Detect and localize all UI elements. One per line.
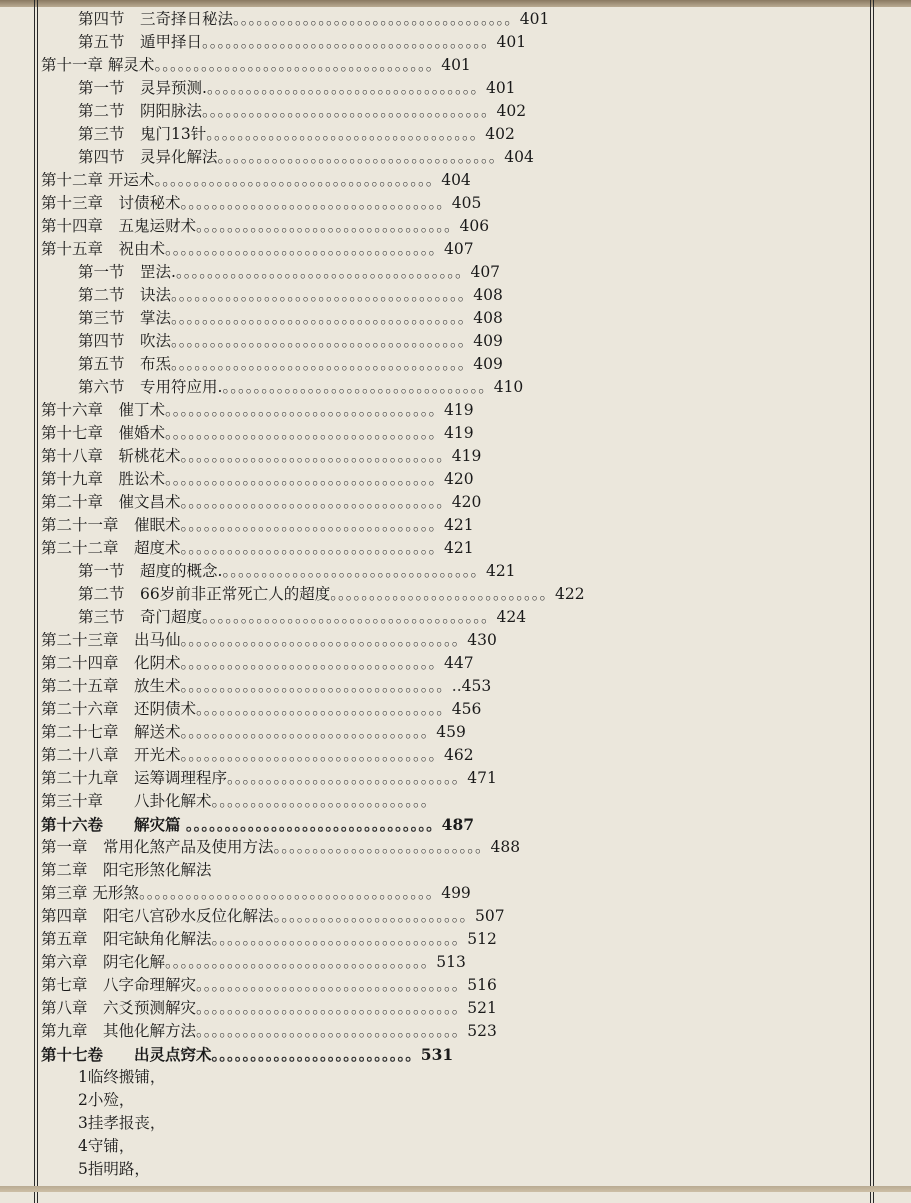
toc-chapter-entry[interactable] <box>41 537 871 560</box>
page-number: 402 <box>496 102 527 120</box>
entry-title: 5指明路， <box>78 1160 150 1178</box>
page-number: 499 <box>441 884 471 902</box>
page-number: 430 <box>467 631 497 649</box>
toc-chapter-entry[interactable] <box>41 422 871 445</box>
toc-section-entry[interactable] <box>41 8 871 31</box>
dot-leader: 。。。。。。。。。。。。。。。。。。。。。。。。。。。。。。。。。。。 <box>165 240 445 258</box>
entry-title: 第六节 专用符应用. <box>78 378 223 396</box>
toc-chapter-entry[interactable] <box>41 652 871 675</box>
entry-title: 第二十七章 解送术 <box>41 723 181 741</box>
toc-chapter-entry[interactable] <box>41 675 871 698</box>
left-margin-rule-inner <box>37 0 38 1203</box>
dot-leader: 。。。。。。。。。。。。。。。。。。。。。。。。。。。。。。。。。 <box>180 539 445 557</box>
top-border-band <box>0 0 911 7</box>
dot-leader: 。。。。。。。。。。。。。。。。。。。。。。。。。。。。。。。。。。。 <box>206 79 486 97</box>
dot-leader: 。。。。。。。。。。。。。。。。。。。。。。。。。。。 <box>273 838 491 856</box>
page-number: 424 <box>496 608 527 626</box>
toc-section-entry[interactable] <box>41 1158 871 1181</box>
entry-title: 3挂孝报丧， <box>78 1114 166 1132</box>
toc-chapter-entry[interactable] <box>41 54 871 77</box>
dot-leader: 。。。。。。。。。。。。。。。。。。。。。。。。。。。。。。。。。 <box>180 654 445 672</box>
entry-title: 第一节 灵异预测. <box>78 79 207 97</box>
toc-section-entry[interactable] <box>41 353 871 376</box>
entry-title: 第一节 罡法. <box>78 263 176 281</box>
entry-title: 第十五章 祝由术 <box>41 240 166 258</box>
page-number: 422 <box>555 585 585 603</box>
dot-leader: 。。。。。。。。。。。。。。。。。。。。。。。。。。。。。。。。。。。。 <box>233 10 520 28</box>
page-number: 487 <box>441 815 475 834</box>
toc-chapter-entry[interactable] <box>41 928 871 951</box>
dot-leader: 。。。。。。。。。。。。。。。。。。。。。。。。。。。。。。 <box>227 769 468 787</box>
entry-title: 第二十八章 开光术 <box>41 746 181 764</box>
page-number: 419 <box>444 424 474 442</box>
dot-leader: 。。。。。。。。。。。。。。。。。。。。。。。。。。。。 <box>211 792 437 810</box>
page-number: 447 <box>444 654 474 672</box>
dot-leader: 。。。。。。。。。。。。。。。。。。。。。。。。。。。。。。。。。。。。 <box>217 148 505 166</box>
toc-section-entry[interactable] <box>41 31 871 54</box>
entry-title: 第二节 阴阳脉法 <box>78 102 203 120</box>
toc-chapter-entry[interactable] <box>41 859 871 882</box>
entry-title: 第十四章 五鬼运财术 <box>41 217 197 235</box>
dot-leader: 。。。。。。。。。。。。。。。。。。。。。。。。。。。。。。。。。。 <box>196 976 468 994</box>
dot-leader: 。。。。。。。。。。。。。。。。。。。。。。。。。。。。。。。。。。。。。。 <box>171 286 474 304</box>
page-number: 421 <box>485 562 516 580</box>
page-number: 523 <box>467 1022 497 1040</box>
toc-chapter-entry[interactable] <box>41 215 871 238</box>
page-number: 406 <box>459 217 490 235</box>
toc-section-entry[interactable] <box>41 376 871 399</box>
dot-leader: 。。。。。。。。。。。。。。。。。。。。。。。。。。。。。。。。。。。 <box>206 125 486 143</box>
entry-title: 第三十章 八卦化解术 <box>41 792 212 810</box>
toc-chapter-entry[interactable] <box>41 974 871 997</box>
page-number: 419 <box>444 401 474 419</box>
toc-chapter-entry[interactable] <box>41 169 871 192</box>
dot-leader: 。。。。。。。。。。。。。。。。。。。。。。。。。。 <box>211 1045 421 1064</box>
dot-leader: 。。。。。。。。。。。。。。。。。。。。。。。。。。。。。。。。。。 <box>180 493 452 511</box>
entry-title: 第二十二章 超度术 <box>41 539 181 557</box>
toc-section-entry[interactable] <box>41 1135 871 1158</box>
dot-leader: 。。。。。。。。。。。。。。。。。。。。。。。。。。。。。。。。。 <box>180 746 445 764</box>
entry-title: 第五节 遁甲择日 <box>78 33 203 51</box>
dot-leader: 。。。。。。。。。。。。。。。。。。。。。。。。。。。。。。。。。。 <box>222 378 494 396</box>
page-number: 404 <box>504 148 534 166</box>
toc-section-entry[interactable] <box>41 330 871 353</box>
toc-section-entry[interactable] <box>41 146 871 169</box>
toc-volume-entry[interactable] <box>41 1043 871 1066</box>
dot-leader: 。。。。。。。。。。。。。。。。。。。。。。。。。。。。。。。。。。。 <box>165 401 445 419</box>
dot-leader: 。。。。。。。。。。。。。。。。。。。。。。。。。。。。。。。。。。.. <box>180 677 462 695</box>
dot-leader: 。。。。。。。。。。。。。。。。。。。。。。。。。。。。。。。。。。 <box>165 953 437 971</box>
toc-section-entry[interactable] <box>41 307 871 330</box>
toc-chapter-entry[interactable] <box>41 698 871 721</box>
entry-title: 第一章 常用化煞产品及使用方法 <box>41 838 274 856</box>
entry-title: 2小殓， <box>78 1091 135 1109</box>
entry-title: 第二十三章 出马仙 <box>41 631 181 649</box>
page-number: 401 <box>519 10 550 28</box>
entry-title: 第十三章 讨债秘术 <box>41 194 181 212</box>
toc-chapter-entry[interactable] <box>41 951 871 974</box>
entry-title: 第六章 阴宅化解 <box>41 953 166 971</box>
dot-leader: 。。。。。。。。。。。。。。。。。。。。。。。。。。。。。。。。。。。。。。 <box>138 884 442 902</box>
entry-title: 第十七章 催婚术 <box>41 424 166 442</box>
bottom-border-band <box>0 1186 911 1192</box>
toc-chapter-entry[interactable] <box>41 767 871 790</box>
toc-section-entry[interactable] <box>41 583 871 606</box>
entry-title: 第四节 三奇择日秘法 <box>78 10 234 28</box>
dot-leader: 。。。。。。。。。。。。。。。。。。。。。。。。。。。。。。。。。。 <box>180 447 452 465</box>
entry-title: 第三节 奇门超度 <box>78 608 203 626</box>
entry-title: 第十九章 胜讼术 <box>41 470 166 488</box>
toc-chapter-entry[interactable] <box>41 468 871 491</box>
entry-title: 第十六章 催丁术 <box>41 401 166 419</box>
dot-leader: 。。。。。。。。。。。。。。。。。。。。。。。。。。。。。。。。 <box>196 700 452 718</box>
page-number: 409 <box>473 332 503 350</box>
toc-chapter-entry[interactable] <box>41 491 871 514</box>
entry-title: 第五章 阳宅缺角化解法 <box>41 930 212 948</box>
entry-title: 第二节 66岁前非正常死亡人的超度 <box>78 585 331 603</box>
toc-chapter-entry[interactable] <box>41 905 871 928</box>
page-number: 456 <box>451 700 482 718</box>
dot-leader: 。。。。。。。。。。。。。。。。。。。。。。。。。。。。。。。。 <box>211 930 468 948</box>
page-number: 531 <box>420 1045 454 1064</box>
entry-title: 第八章 六爻预测解灾 <box>41 999 197 1017</box>
right-margin-rule-outer <box>873 0 874 1203</box>
page-number: 407 <box>444 240 474 258</box>
page-number: 459 <box>436 723 466 741</box>
entry-title: 第二十四章 化阴术 <box>41 654 181 672</box>
toc-section-entry[interactable] <box>41 100 871 123</box>
page-number: 421 <box>444 516 474 534</box>
entry-title: 第五节 布炁 <box>78 355 172 373</box>
dot-leader: 。。。。。。。。。。。。。。。。。。。。。。。。。。。。。。。。。。。。 <box>154 171 442 189</box>
entry-title: 第三章 无形煞 <box>41 884 139 902</box>
page-number: 408 <box>473 286 503 304</box>
entry-title: 4守铺， <box>78 1137 135 1155</box>
entry-title: 第二节 诀法 <box>78 286 172 304</box>
page-number: 453 <box>461 677 492 695</box>
toc-chapter-entry[interactable] <box>41 399 871 422</box>
entry-title: 第四节 灵异化解法 <box>78 148 218 166</box>
dot-leader: 。。。。。。。。。。。。。。。。。。。。。。。。。。。。。。。。。。 <box>180 194 452 212</box>
page-number: 401 <box>485 79 516 97</box>
entry-title: 第十六卷 解灾篇 <box>41 815 181 834</box>
dot-leader: 。。。。。。。。。。。。。。。。。。。。。。。。。。。。。。。。。。。 <box>165 470 445 488</box>
page-number: 512 <box>467 930 497 948</box>
toc-section-entry[interactable] <box>41 606 871 629</box>
table-of-contents <box>41 8 871 1181</box>
dot-leader: 。。。。。。。。。。。。。。。。。。。。。。。。。。。。。。。。 <box>180 723 437 741</box>
dot-leader: 。。。。。。。。。。。。。。。。。。。。。。。。。。。。。。。。。。。。。。 <box>171 309 474 327</box>
toc-chapter-entry[interactable] <box>41 1020 871 1043</box>
page-number: 521 <box>467 999 497 1017</box>
dot-leader: 。。。。。。。。。。。。。。。。。。。。。。。。。。。。。。。。。。。。。 <box>175 263 471 281</box>
dot-leader: 。。。。。。。。。。。。。。。。。。。。。。。。。。。。。。。。。。。。。。 <box>171 332 474 350</box>
dot-leader: 。。。。。。。。。。。。。。。。。。。。。。。。。。。。。。。。。 <box>180 516 445 534</box>
page-number: 401 <box>441 56 471 74</box>
toc-section-entry[interactable] <box>41 123 871 146</box>
page-number: 462 <box>444 746 474 764</box>
page-number: 421 <box>444 539 474 557</box>
entry-title: 第一节 超度的概念. <box>78 562 223 580</box>
dot-leader: 。。。。。。。。。。。。。。。。。。。。。。。。。。。。。。。。。。。。。 <box>202 33 497 51</box>
toc-section-entry[interactable] <box>41 1089 871 1112</box>
dot-leader: 。。。。。。。。。。。。。。。。。。。。。。。。。。。。。。。。。。。。。。 <box>171 355 474 373</box>
page-number: 401 <box>496 33 527 51</box>
entry-title: 第十二章 开运术 <box>41 171 155 189</box>
page-number: 407 <box>470 263 501 281</box>
entry-title: 第四节 吹法 <box>78 332 172 350</box>
page-number: 488 <box>490 838 521 856</box>
toc-chapter-entry[interactable] <box>41 997 871 1020</box>
entry-title: 第三节 鬼门13针 <box>78 125 207 143</box>
entry-title: 第十八章 斩桃花术 <box>41 447 181 465</box>
toc-chapter-entry[interactable] <box>41 744 871 767</box>
entry-title: 1临终搬铺， <box>78 1068 166 1086</box>
page-number: 419 <box>451 447 482 465</box>
page-number: 405 <box>451 194 482 212</box>
page-number: 420 <box>451 493 482 511</box>
toc-chapter-entry[interactable] <box>41 882 871 905</box>
toc-chapter-entry[interactable] <box>41 790 871 813</box>
toc-chapter-entry[interactable] <box>41 238 871 261</box>
dot-leader: 。。。。。。。。。。。。。。。。。。。。。。。。。。。。。。。。。。。 <box>165 424 445 442</box>
page-number: 507 <box>475 907 505 925</box>
entry-title: 第二十九章 运筹调理程序 <box>41 769 228 787</box>
toc-section-entry[interactable] <box>41 1112 871 1135</box>
toc-chapter-entry[interactable] <box>41 514 871 537</box>
left-margin-rule-outer <box>34 0 35 1203</box>
dot-leader: 。。。。。。。。。。。。。。。。。。。。。。。。。。。。。。。。。。。。。 <box>202 608 497 626</box>
page-number: 402 <box>485 125 515 143</box>
page-number: 404 <box>441 171 471 189</box>
toc-chapter-entry[interactable] <box>41 192 871 215</box>
entry-title: 第四章 阳宅八宫砂水反位化解法 <box>41 907 274 925</box>
toc-section-entry[interactable] <box>41 560 871 583</box>
page-number: 410 <box>493 378 524 396</box>
toc-chapter-entry[interactable] <box>41 445 871 468</box>
dot-leader: 。。。。。。。。。。。。。。。。。。。。。。。。。 <box>273 907 476 925</box>
entry-title: 第九章 其他化解方法 <box>41 1022 197 1040</box>
entry-title: 第二章 阳宅形煞化解法 <box>41 861 212 879</box>
entry-title: 第二十五章 放生术 <box>41 677 181 695</box>
entry-title: 第二十一章 催眠术 <box>41 516 181 534</box>
toc-section-entry[interactable] <box>41 284 871 307</box>
dot-leader: 。。。。。。。。。。。。。。。。。。。。。。。。。。。。。。。。。 <box>222 562 486 580</box>
page-number: 420 <box>444 470 474 488</box>
page-number: 408 <box>473 309 503 327</box>
toc-section-entry[interactable] <box>41 77 871 100</box>
dot-leader: 。。。。。。。。。。。。。。。。。。。。。。。。。。。。。。。。。。 <box>196 999 468 1017</box>
toc-volume-entry[interactable] <box>41 813 871 836</box>
toc-section-entry[interactable] <box>41 1066 871 1089</box>
entry-title: 第七章 八字命理解灾 <box>41 976 197 994</box>
toc-section-entry[interactable] <box>41 261 871 284</box>
page-number: 513 <box>436 953 466 971</box>
entry-title: 第三节 掌法 <box>78 309 172 327</box>
dot-leader: 。。。。。。。。。。。。。。。。。。。。。。。。。。。。。。。。。 <box>196 217 460 235</box>
entry-title: 第二十章 催文昌术 <box>41 493 181 511</box>
dot-leader: 。。。。。。。。。。。。。。。。。。。。。。。。。。。。。。。。。。。。。 <box>202 102 497 120</box>
dot-leader: 。。。。。。。。。。。。。。。。。。。。。。。。。。。。。。。。。。。。 <box>180 631 468 649</box>
dot-leader: 。。。。。。。。。。。。。。。。。。。。。。。。。。。。。。。。。。。。 <box>154 56 442 74</box>
entry-title: 第十一章 解灵术 <box>41 56 155 74</box>
entry-title: 第十七卷 出灵点窍术 <box>41 1045 212 1064</box>
toc-chapter-entry[interactable] <box>41 629 871 652</box>
dot-leader: 。。。。。。。。。。。。。。。。。。。。。。。。。。。。。。。。 <box>180 815 442 834</box>
dot-leader: 。。。。。。。。。。。。。。。。。。。。。。。。。。。。。。。。。。 <box>196 1022 468 1040</box>
page-number: 471 <box>467 769 497 787</box>
page-number: 516 <box>467 976 497 994</box>
toc-chapter-entry[interactable] <box>41 836 871 859</box>
entry-title: 第二十六章 还阴债术 <box>41 700 197 718</box>
dot-leader: 。。。。。。。。。。。。。。。。。。。。。。。。。。。。 <box>330 585 555 603</box>
toc-chapter-entry[interactable] <box>41 721 871 744</box>
page-number: 409 <box>473 355 503 373</box>
